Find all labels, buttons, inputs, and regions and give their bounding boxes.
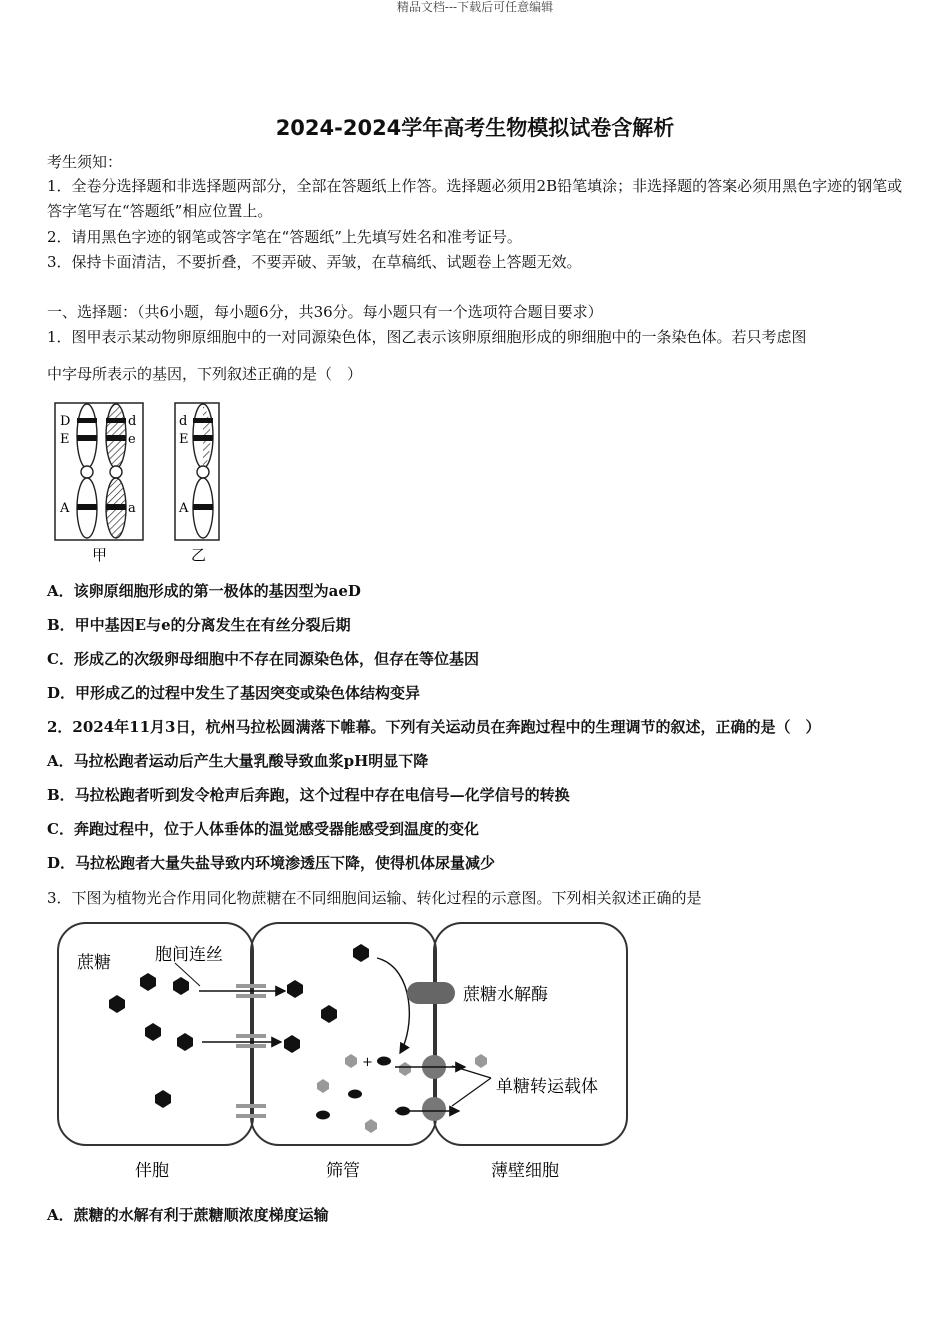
header-note: 精品文档---下载后可任意编辑 [396, 0, 554, 14]
gene-e: e [128, 432, 136, 447]
sucrose-1 [140, 973, 156, 991]
monosaccharides [316, 1054, 487, 1133]
notice-item-2: 2．请用黑色字迹的钢笔或答字笔在“答题纸”上先填写姓名和准考证号。 [47, 228, 522, 246]
jia-left-chromosome [77, 404, 97, 538]
monosaccharide-carrier-2 [422, 1097, 446, 1121]
pointer-carrier-2 [452, 1078, 491, 1106]
label-carrier: 单糖转运载体 [496, 1077, 598, 1097]
q2-option-c: C．奔跑过程中，位于人体垂体的温觉感受器能感受到温度的变化 [47, 820, 479, 838]
gene-d: d [128, 414, 137, 429]
label-enzyme: 蔗糖水解酶 [463, 985, 548, 1005]
gene-E: E [60, 432, 70, 447]
gene-yi-A: A [179, 501, 189, 516]
label-yi: 乙 [191, 546, 207, 564]
sucrose-5 [177, 1033, 193, 1051]
sucrose-molecules [109, 944, 369, 1108]
q2-stem: 2．2024年11月3日，杭州马拉松圆满落下帷幕。下列有关运动员在奔跑过程中的生理调节的叙述，正确的是（ ） [47, 718, 821, 736]
q1-option-a: A．该卵原细胞形成的第一极体的基因型为aeD [47, 582, 361, 600]
q2-option-b: B．马拉松跑者听到发令枪声后奔跑，这个过程中存在电信号—化学信号的转换 [47, 786, 570, 804]
sucrose-6 [155, 1090, 171, 1108]
gene-A: A [60, 501, 70, 516]
q1-stem-line2: 中字母所表示的基因，下列叙述正确的是（ ） [47, 365, 363, 383]
sucrose-3 [109, 995, 125, 1013]
sucrose-2 [173, 977, 189, 995]
gene-yi-d: d [179, 414, 188, 429]
q3-option-a: A．蔗糖的水解有利于蔗糖顺浓度梯度运输 [47, 1206, 329, 1224]
plus-sign: + [362, 1055, 373, 1070]
q1-stem-line1: 1．图甲表示某动物卵原细胞中的一对同源染色体，图乙表示该卵原细胞形成的卵细胞中的一条染色体。若只考虑图 [47, 328, 807, 346]
label-plasmodesmata: 胞间连丝 [155, 945, 223, 965]
sucrose-10 [353, 944, 369, 962]
gene-yi-E: E [179, 432, 189, 447]
label-sieve-tube: 筛管 [326, 1161, 360, 1181]
parenchyma-cell [434, 923, 627, 1145]
q1-option-c: C．形成乙的次级卵母细胞中不存在同源染色体，但存在等位基因 [47, 650, 479, 668]
jia-right-chromosome [106, 404, 126, 538]
label-companion-cell: 伴胞 [135, 1161, 169, 1181]
notice-item-3: 3．保持卡面清洁，不要折叠，不要弄破、弄皱，在草稿纸、试题卷上答题无效。 [47, 253, 582, 271]
notice-heading: 考生须知： [47, 153, 123, 171]
section-heading: 一、选择题：（共6小题，每小题6分，共36分。每小题只有一个选项符合题目要求） [47, 303, 603, 321]
notice-item-1: 1．全卷分选择题和非选择题两部分，全部在答题纸上作答。选择题必须用2B铅笔填涂；非选择题的答案必须用黑色字迹的钢笔或答字笔写在“答题纸”相应位置上。 [47, 177, 903, 220]
q1-option-b: B．甲中基因E与e的分离发生在有丝分裂后期 [47, 616, 351, 634]
sucrose-8 [321, 1005, 337, 1023]
gene-D: D [60, 414, 71, 429]
sucrose-9 [284, 1035, 300, 1053]
arrow-hydrolysis [377, 958, 409, 1053]
sucrose-7 [287, 980, 303, 998]
gene-a: a [128, 501, 136, 516]
q3-transport-figure [55, 918, 635, 1188]
yi-chromosome [193, 404, 213, 538]
pointer-carrier-1 [452, 1066, 491, 1078]
label-jia: 甲 [92, 546, 108, 564]
label-parenchyma-cell: 薄壁细胞 [491, 1161, 559, 1181]
q1-chromosome-figure [50, 398, 230, 566]
q2-option-d: D．马拉松跑者大量失盐导致内环境渗透压下降，使得机体尿量减少 [47, 854, 496, 872]
q3-stem: 3．下图为植物光合作用同化物蔗糖在不同细胞间运输、转化过程的示意图。下列相关叙述正确的是 [47, 889, 702, 907]
sucrose-hydrolase [407, 982, 455, 1004]
sucrose-4 [145, 1023, 161, 1041]
q1-option-d: D．甲形成乙的过程中发生了基因突变或染色体结构变异 [47, 684, 421, 702]
page-title: 2024-2024学年高考生物模拟试卷含解析 [275, 116, 675, 140]
q2-option-a: A．马拉松跑者运动后产生大量乳酸导致血浆pH明显下降 [47, 752, 429, 770]
label-sucrose: 蔗糖 [77, 953, 111, 973]
